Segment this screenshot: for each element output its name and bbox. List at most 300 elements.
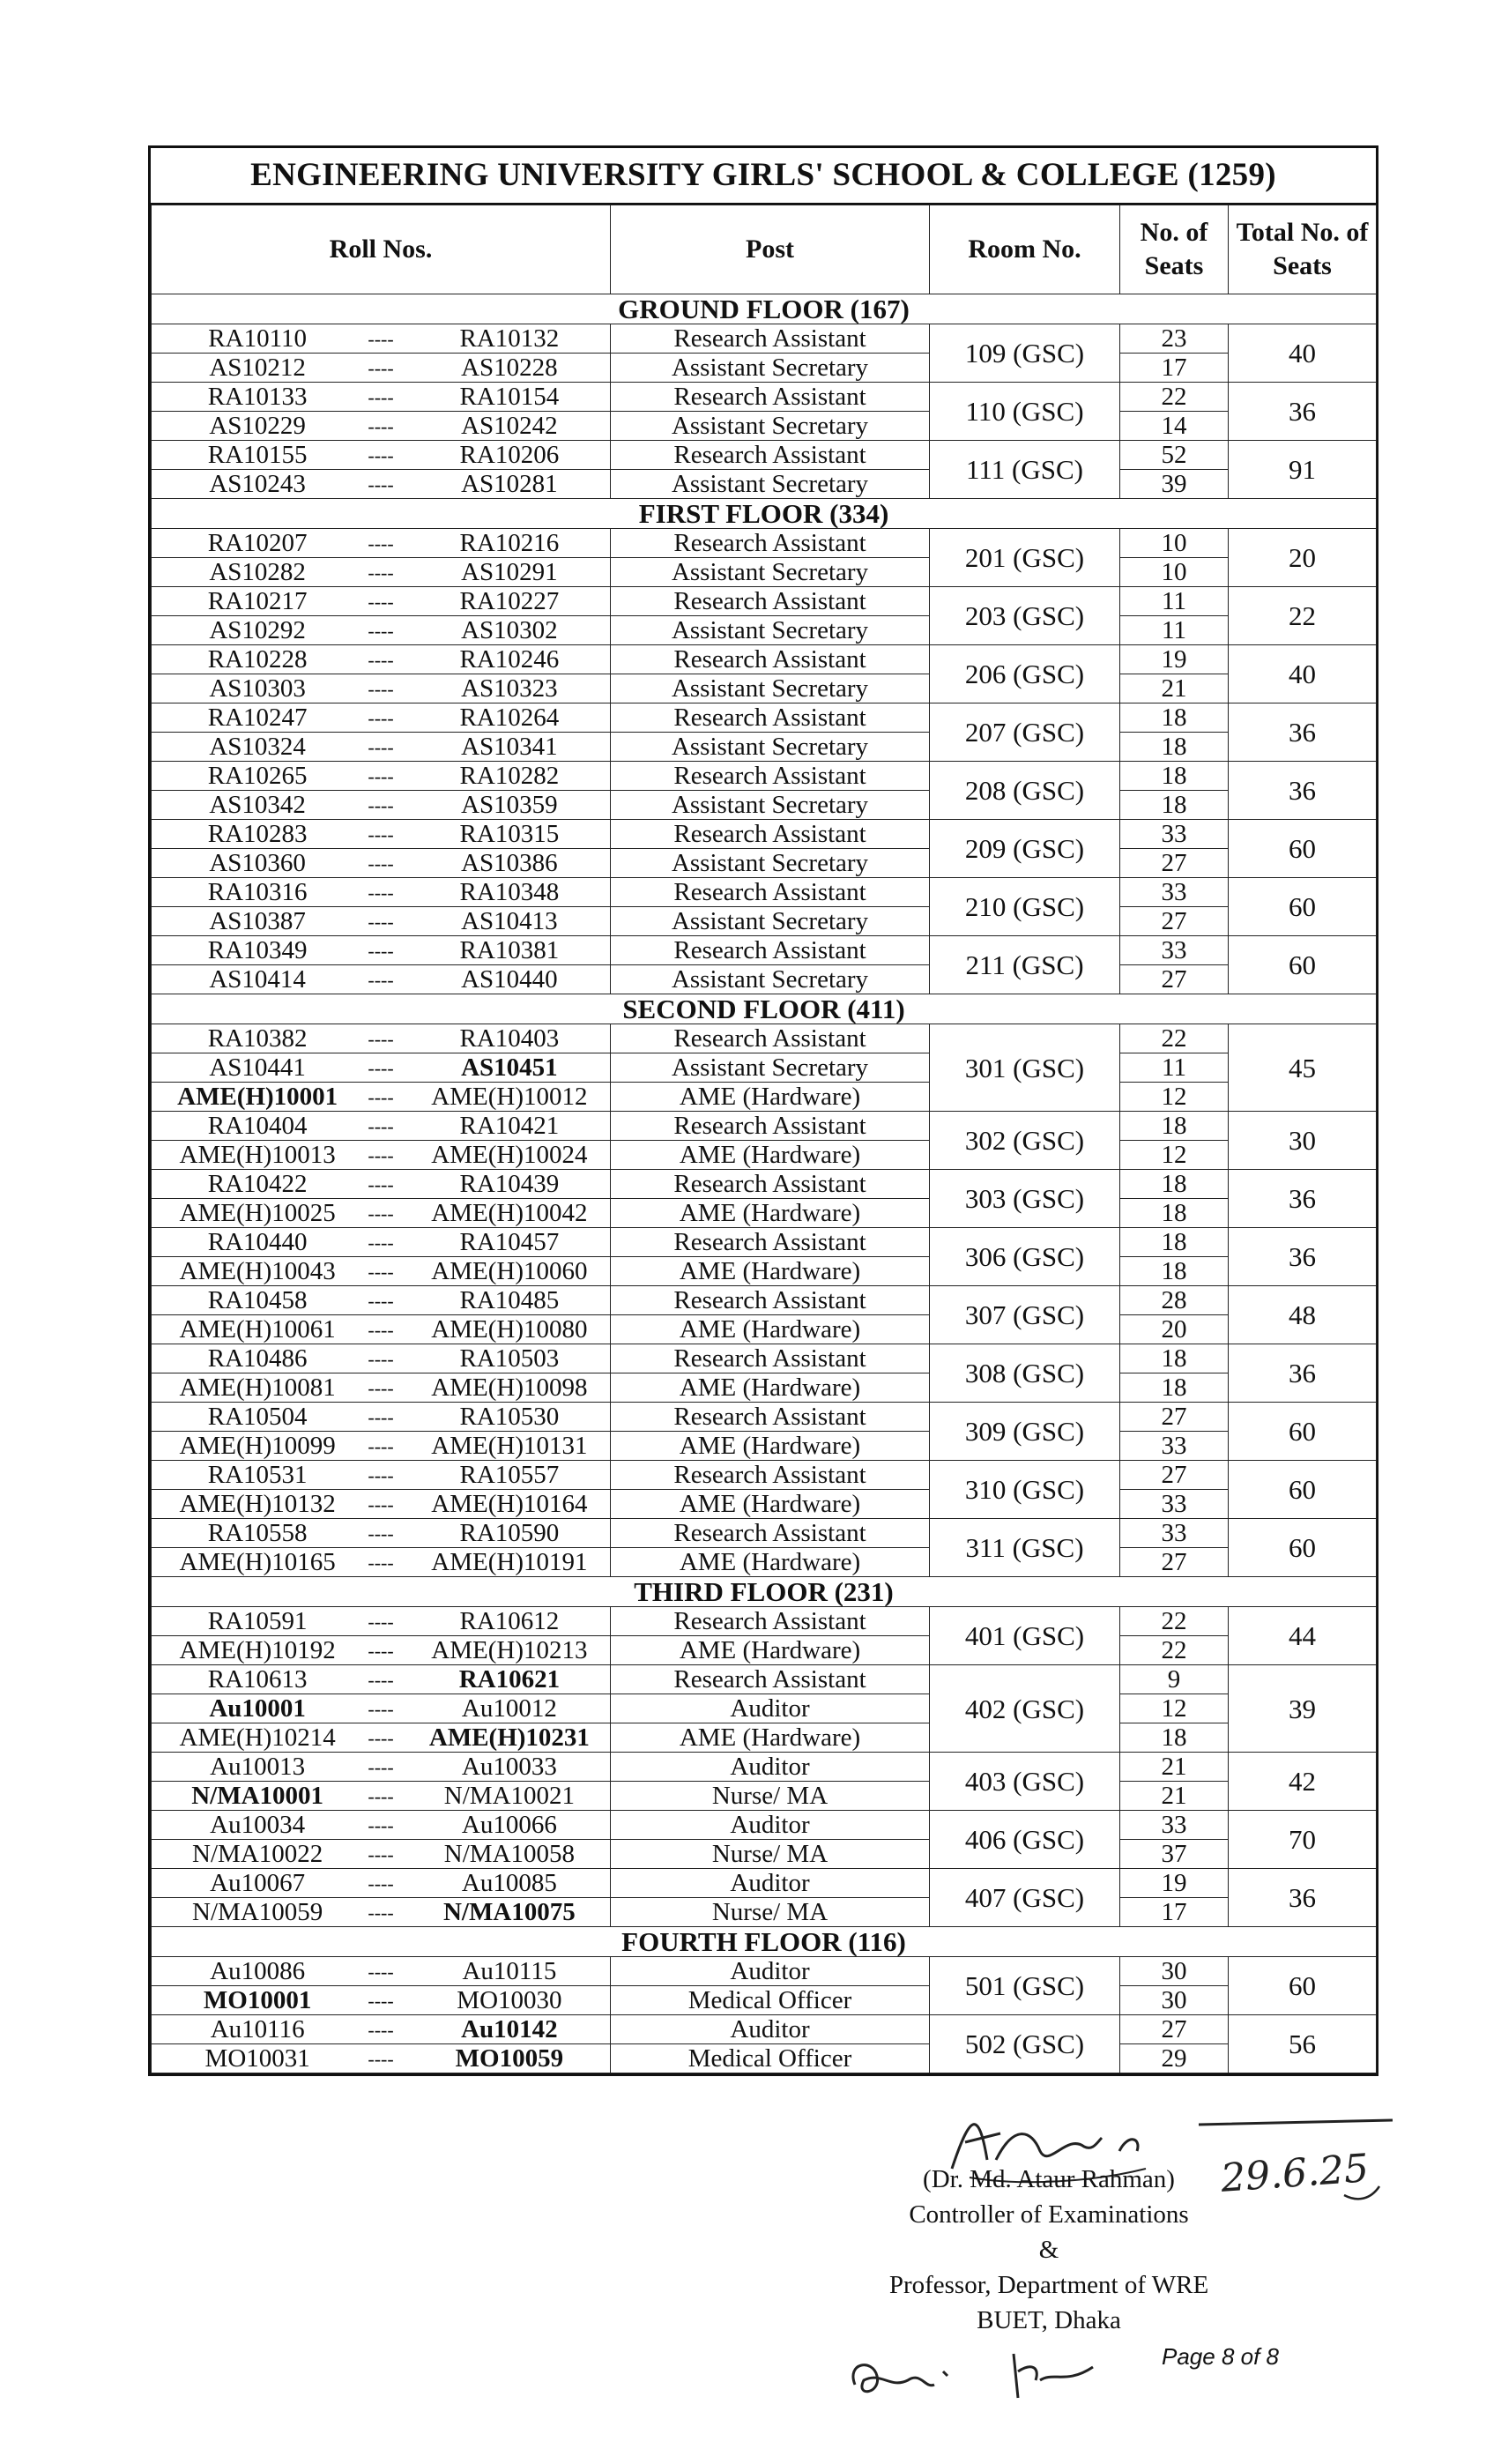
post-cell: Research Assistant (611, 1519, 930, 1548)
roll-dash: ---- (368, 1405, 394, 1428)
table-row (152, 2015, 1377, 2044)
roll-to: RA10246 (459, 644, 560, 674)
seat-plan-table (151, 205, 1377, 2073)
signatory-name: (Dr. Md. Ataur Rahman) (923, 2165, 1175, 2193)
seats-cell: 18 (1120, 1170, 1229, 1199)
roll-range-cell (152, 907, 611, 936)
roll-dash: ---- (368, 1813, 394, 1836)
post-cell: Nurse/ MA (611, 1840, 930, 1869)
room-cell: 302 (GSC) (930, 1112, 1120, 1170)
room-cell: 310 (GSC) (930, 1461, 1120, 1519)
roll-to: RA10590 (459, 1518, 560, 1547)
roll-to: RA10403 (459, 1024, 560, 1053)
post-cell: Research Assistant (611, 1112, 930, 1141)
roll-to: AS10451 (461, 1053, 558, 1082)
roll-from: AME(H)10132 (179, 1489, 336, 1518)
total-seats-cell: 44 (1229, 1607, 1377, 1665)
seats-cell: 9 (1120, 1665, 1229, 1694)
post-cell: Auditor (611, 1957, 930, 1986)
room-cell: 403 (GSC) (930, 1753, 1120, 1811)
post-cell: Research Assistant (611, 1344, 930, 1373)
roll-to: RA10381 (459, 935, 560, 964)
roll-range-cell (152, 1461, 611, 1490)
roll-to: AME(H)10231 (428, 1723, 590, 1752)
table-row (152, 1170, 1377, 1199)
room-cell: 502 (GSC) (930, 2015, 1120, 2073)
seats-cell: 33 (1120, 1519, 1229, 1548)
roll-dash: ---- (368, 1347, 394, 1370)
roll-dash: ---- (368, 327, 394, 350)
roll-dash: ---- (368, 473, 394, 495)
total-seats-cell: 70 (1229, 1811, 1377, 1869)
total-seats-cell: 60 (1229, 1519, 1377, 1577)
total-seats-cell: 40 (1229, 324, 1377, 383)
table-row (152, 1869, 1377, 1898)
table-row (152, 1112, 1377, 1141)
seats-cell: 27 (1120, 907, 1229, 936)
roll-to: RA10132 (459, 324, 560, 353)
table-row (152, 1286, 1377, 1315)
table-row (152, 1898, 1377, 1927)
roll-from: MO10031 (204, 2043, 310, 2073)
roll-dash: ---- (368, 385, 394, 408)
floor-label: FOURTH FLOOR (116) (152, 1927, 1377, 1957)
roll-dash: ---- (368, 1289, 394, 1312)
floor-label: FIRST FLOOR (334) (152, 499, 1377, 529)
seats-cell: 33 (1120, 1811, 1229, 1840)
post-cell: Research Assistant (611, 441, 930, 470)
table-row (152, 936, 1377, 965)
total-seats-cell: 60 (1229, 1403, 1377, 1461)
table-row (152, 1753, 1377, 1782)
table-row (152, 965, 1377, 994)
roll-from: Au10116 (210, 2014, 305, 2043)
seats-cell: 33 (1120, 1490, 1229, 1519)
table-row (152, 470, 1377, 499)
seats-cell: 19 (1120, 1869, 1229, 1898)
table-row (152, 1315, 1377, 1344)
roll-range-cell (152, 1811, 611, 1840)
roll-range-cell (152, 1898, 611, 1927)
roll-range-cell (152, 2044, 611, 2073)
post-cell: Research Assistant (611, 324, 930, 354)
roll-dash: ---- (368, 910, 394, 933)
table-row (152, 2044, 1377, 2073)
post-cell: Assistant Secretary (611, 733, 930, 762)
table-row (152, 907, 1377, 936)
roll-from: RA10265 (207, 761, 308, 790)
roll-range-cell (152, 1432, 611, 1461)
table-row (152, 1141, 1377, 1170)
roll-from: RA10404 (207, 1111, 308, 1140)
seats-cell: 23 (1120, 324, 1229, 354)
table-row (152, 558, 1377, 587)
total-seats-cell: 39 (1229, 1665, 1377, 1753)
seats-cell: 27 (1120, 965, 1229, 994)
roll-range-cell (152, 383, 611, 412)
signatory-ampersand: & (1038, 2236, 1059, 2264)
roll-dash: ---- (368, 1668, 394, 1691)
roll-from: AS10243 (209, 469, 306, 498)
room-cell: 203 (GSC) (930, 587, 1120, 645)
roll-range-cell (152, 441, 611, 470)
floor-row (152, 294, 1377, 324)
seats-cell: 27 (1120, 2015, 1229, 2044)
seats-cell: 22 (1120, 1024, 1229, 1053)
total-seats-cell: 91 (1229, 441, 1377, 499)
total-seats-cell: 22 (1229, 587, 1377, 645)
roll-dash: ---- (368, 1143, 394, 1166)
roll-range-cell (152, 1636, 611, 1665)
roll-from: N/MA10022 (192, 1839, 323, 1868)
seats-cell: 10 (1120, 529, 1229, 558)
roll-to: RA10421 (459, 1111, 560, 1140)
seats-cell: 27 (1120, 1403, 1229, 1432)
seats-cell: 18 (1120, 1373, 1229, 1403)
header-post: Post (611, 205, 930, 294)
roll-from: AS10387 (209, 906, 306, 935)
seats-cell: 33 (1120, 936, 1229, 965)
roll-to: Au10033 (461, 1752, 557, 1781)
roll-from: MO10001 (203, 1985, 312, 2014)
roll-dash: ---- (368, 1056, 394, 1079)
seats-cell: 52 (1120, 441, 1229, 470)
roll-range-cell (152, 1840, 611, 1869)
roll-to: AME(H)10191 (431, 1547, 588, 1576)
post-cell: Research Assistant (611, 529, 930, 558)
roll-to: RA10227 (459, 586, 560, 615)
header-roll: Roll Nos. (152, 205, 611, 294)
roll-range-cell (152, 820, 611, 849)
roll-to: Au10115 (462, 1956, 557, 1985)
roll-range-cell (152, 1228, 611, 1257)
table-row (152, 703, 1377, 733)
roll-dash: ---- (368, 1376, 394, 1399)
room-cell: 401 (GSC) (930, 1607, 1120, 1665)
roll-range-cell (152, 529, 611, 558)
post-cell: Assistant Secretary (611, 674, 930, 703)
roll-range-cell (152, 1286, 611, 1315)
post-cell: AME (Hardware) (611, 1257, 930, 1286)
floor-label: GROUND FLOOR (167) (152, 294, 1377, 324)
roll-from: RA10316 (207, 877, 308, 906)
roll-dash: ---- (368, 1318, 394, 1341)
seats-cell: 22 (1120, 1607, 1229, 1636)
post-cell: Auditor (611, 2015, 930, 2044)
seats-cell: 20 (1120, 1315, 1229, 1344)
roll-to: Au10066 (461, 1810, 557, 1839)
roll-range-cell (152, 587, 611, 616)
roll-range-cell (152, 412, 611, 441)
table-row (152, 1986, 1377, 2015)
roll-from: AS10303 (209, 674, 306, 703)
table-row (152, 1024, 1377, 1053)
seats-cell: 33 (1120, 1432, 1229, 1461)
table-row (152, 1344, 1377, 1373)
table-row (152, 1199, 1377, 1228)
signatory-position: Professor, Department of WRE (888, 2271, 1209, 2299)
roll-dash: ---- (368, 648, 394, 671)
total-seats-cell: 30 (1229, 1112, 1377, 1170)
room-cell: 307 (GSC) (930, 1286, 1120, 1344)
roll-to: RA10530 (459, 1402, 560, 1431)
roll-to: MO10059 (455, 2043, 564, 2073)
roll-to: AME(H)10060 (431, 1256, 588, 1285)
roll-from: AS10292 (209, 615, 306, 644)
document-title: ENGINEERING UNIVERSITY GIRLS' SCHOOL & COLLEGE (1259) (151, 148, 1376, 205)
floor-label: THIRD FLOOR (231) (152, 1577, 1377, 1607)
seats-cell: 22 (1120, 383, 1229, 412)
post-cell: Assistant Secretary (611, 965, 930, 994)
roll-range-cell (152, 1957, 611, 1986)
table-row (152, 1548, 1377, 1577)
post-cell: AME (Hardware) (611, 1083, 930, 1112)
room-cell: 406 (GSC) (930, 1811, 1120, 1869)
roll-from: Au10013 (210, 1752, 306, 1781)
room-cell: 111 (GSC) (930, 441, 1120, 499)
roll-from: RA10217 (207, 586, 308, 615)
total-seats-cell: 48 (1229, 1286, 1377, 1344)
post-cell: Research Assistant (611, 1228, 930, 1257)
table-row (152, 616, 1377, 645)
seats-cell: 11 (1120, 616, 1229, 645)
room-cell: 109 (GSC) (930, 324, 1120, 383)
seats-cell: 37 (1120, 1840, 1229, 1869)
signatory-title: Controller of Examinations (909, 2200, 1189, 2229)
roll-to: RA10282 (459, 761, 560, 790)
roll-range-cell (152, 1141, 611, 1170)
table-row (152, 1607, 1377, 1636)
roll-range-cell (152, 762, 611, 791)
seats-cell: 33 (1120, 820, 1229, 849)
roll-dash: ---- (368, 1639, 394, 1662)
post-cell: Assistant Secretary (611, 849, 930, 878)
seats-cell: 18 (1120, 703, 1229, 733)
roll-to: AME(H)10042 (431, 1198, 588, 1227)
table-row (152, 1665, 1377, 1694)
roll-dash: ---- (368, 1114, 394, 1137)
roll-range-cell (152, 1403, 611, 1432)
post-cell: Research Assistant (611, 1286, 930, 1315)
roll-range-cell (152, 1548, 611, 1577)
roll-from: AS10414 (209, 964, 306, 994)
total-seats-cell: 36 (1229, 703, 1377, 762)
total-seats-cell: 60 (1229, 820, 1377, 878)
roll-dash: ---- (368, 881, 394, 904)
table-row (152, 1461, 1377, 1490)
roll-to: Au10142 (461, 2014, 558, 2043)
roll-dash: ---- (368, 823, 394, 845)
roll-range-cell (152, 1694, 611, 1723)
post-cell: Research Assistant (611, 1607, 930, 1636)
seats-cell: 18 (1120, 1112, 1229, 1141)
roll-range-cell (152, 849, 611, 878)
table-row (152, 645, 1377, 674)
room-cell: 110 (GSC) (930, 383, 1120, 441)
roll-to: AME(H)10164 (431, 1489, 588, 1518)
table-row (152, 1957, 1377, 1986)
seats-cell: 30 (1120, 1986, 1229, 2015)
roll-from: AME(H)10061 (179, 1314, 336, 1344)
table-row (152, 1840, 1377, 1869)
roll-from: AS10342 (209, 790, 306, 819)
total-seats-cell: 60 (1229, 936, 1377, 994)
seats-cell: 12 (1120, 1694, 1229, 1723)
room-cell: 407 (GSC) (930, 1869, 1120, 1927)
roll-dash: ---- (368, 1697, 394, 1720)
roll-from: N/MA10059 (192, 1897, 323, 1926)
post-cell: Research Assistant (611, 1024, 930, 1053)
room-cell: 303 (GSC) (930, 1170, 1120, 1228)
roll-range-cell (152, 1199, 611, 1228)
roll-from: Au10034 (210, 1810, 306, 1839)
post-cell: AME (Hardware) (611, 1141, 930, 1170)
roll-from: RA10531 (207, 1460, 308, 1489)
post-cell: Nurse/ MA (611, 1898, 930, 1927)
post-cell: Research Assistant (611, 645, 930, 674)
roll-to: AS10302 (461, 615, 558, 644)
roll-dash: ---- (368, 532, 394, 555)
signature-block (846, 2162, 1252, 2338)
roll-dash: ---- (368, 793, 394, 816)
post-cell: AME (Hardware) (611, 1373, 930, 1403)
roll-dash: ---- (368, 2047, 394, 2070)
post-cell: AME (Hardware) (611, 1315, 930, 1344)
roll-from: RA10155 (207, 440, 308, 469)
roll-range-cell (152, 558, 611, 587)
seats-cell: 12 (1120, 1083, 1229, 1112)
post-cell: AME (Hardware) (611, 1490, 930, 1519)
floor-row (152, 499, 1377, 529)
roll-to: AME(H)10024 (431, 1140, 588, 1169)
post-cell: Medical Officer (611, 1986, 930, 2015)
room-cell: 306 (GSC) (930, 1228, 1120, 1286)
seats-cell: 30 (1120, 1957, 1229, 1986)
post-cell: Research Assistant (611, 1170, 930, 1199)
table-row (152, 878, 1377, 907)
table-row (152, 412, 1377, 441)
roll-dash: ---- (368, 590, 394, 613)
seats-cell: 18 (1120, 1723, 1229, 1753)
roll-dash: ---- (368, 852, 394, 875)
roll-range-cell (152, 1607, 611, 1636)
seats-cell: 18 (1120, 1199, 1229, 1228)
post-cell: Assistant Secretary (611, 558, 930, 587)
floor-label: SECOND FLOOR (411) (152, 994, 1377, 1024)
roll-range-cell (152, 1665, 611, 1694)
roll-to: N/MA10021 (443, 1781, 576, 1810)
seats-cell: 21 (1120, 1782, 1229, 1811)
roll-dash: ---- (368, 1551, 394, 1574)
table-row (152, 1519, 1377, 1548)
roll-dash: ---- (368, 1027, 394, 1050)
seats-cell: 27 (1120, 849, 1229, 878)
roll-range-cell (152, 1986, 611, 2015)
roll-range-cell (152, 1490, 611, 1519)
table-row (152, 791, 1377, 820)
roll-range-cell (152, 1373, 611, 1403)
total-seats-cell: 36 (1229, 1228, 1377, 1286)
roll-dash: ---- (368, 561, 394, 584)
roll-from: RA10613 (207, 1664, 308, 1694)
roll-dash: ---- (368, 1231, 394, 1254)
table-row (152, 354, 1377, 383)
roll-dash: ---- (368, 968, 394, 991)
roll-to: Au10012 (461, 1694, 557, 1723)
room-cell: 309 (GSC) (930, 1403, 1120, 1461)
roll-from: RA10382 (207, 1024, 308, 1053)
post-cell: Research Assistant (611, 1665, 930, 1694)
signatory-institution: BUET, Dhaka (977, 2306, 1121, 2334)
table-row (152, 762, 1377, 791)
roll-range-cell (152, 1053, 611, 1083)
seats-cell: 39 (1120, 470, 1229, 499)
total-seats-cell: 36 (1229, 383, 1377, 441)
seats-cell: 11 (1120, 1053, 1229, 1083)
seats-cell: 12 (1120, 1141, 1229, 1170)
total-seats-cell: 42 (1229, 1753, 1377, 1811)
table-row (152, 1257, 1377, 1286)
roll-range-cell (152, 645, 611, 674)
roll-from: RA10228 (207, 644, 308, 674)
roll-dash: ---- (368, 619, 394, 642)
roll-dash: ---- (368, 1202, 394, 1225)
roll-from: AME(H)10192 (179, 1635, 336, 1664)
total-seats-cell: 60 (1229, 1957, 1377, 2015)
header-room: Room No. (930, 205, 1120, 294)
roll-from: AS10324 (209, 732, 306, 761)
roll-to: RA10216 (459, 528, 560, 557)
table-row (152, 1636, 1377, 1665)
post-cell: Research Assistant (611, 1461, 930, 1490)
roll-range-cell (152, 1315, 611, 1344)
room-cell: 402 (GSC) (930, 1665, 1120, 1753)
seats-cell: 18 (1120, 762, 1229, 791)
table-row (152, 674, 1377, 703)
roll-range-cell (152, 1170, 611, 1199)
post-cell: Assistant Secretary (611, 1053, 930, 1083)
roll-from: RA10440 (207, 1227, 308, 1256)
roll-dash: ---- (368, 1755, 394, 1778)
table-row (152, 1432, 1377, 1461)
roll-to: AS10242 (461, 411, 558, 440)
seats-cell: 17 (1120, 1898, 1229, 1927)
room-cell: 210 (GSC) (930, 878, 1120, 936)
roll-from: RA10558 (207, 1518, 308, 1547)
post-cell: Research Assistant (611, 820, 930, 849)
room-cell: 209 (GSC) (930, 820, 1120, 878)
roll-from: RA10349 (207, 935, 308, 964)
roll-to: AME(H)10012 (431, 1082, 588, 1111)
table-row (152, 1782, 1377, 1811)
roll-dash: ---- (368, 735, 394, 758)
page-number: Page 8 of 8 (1162, 2343, 1279, 2370)
roll-to: MO10030 (457, 1985, 562, 2014)
roll-to: RA10206 (459, 440, 560, 469)
roll-dash: ---- (368, 414, 394, 437)
table-row (152, 1083, 1377, 1112)
roll-from: RA10422 (207, 1169, 308, 1198)
seats-cell: 27 (1120, 1548, 1229, 1577)
roll-to: N/MA10058 (443, 1839, 576, 1868)
seats-cell: 18 (1120, 791, 1229, 820)
roll-from: AME(H)10025 (179, 1198, 336, 1227)
seats-cell: 33 (1120, 878, 1229, 907)
floor-row (152, 1927, 1377, 1957)
table-row (152, 441, 1377, 470)
table-row (152, 1694, 1377, 1723)
roll-range-cell (152, 1083, 611, 1112)
